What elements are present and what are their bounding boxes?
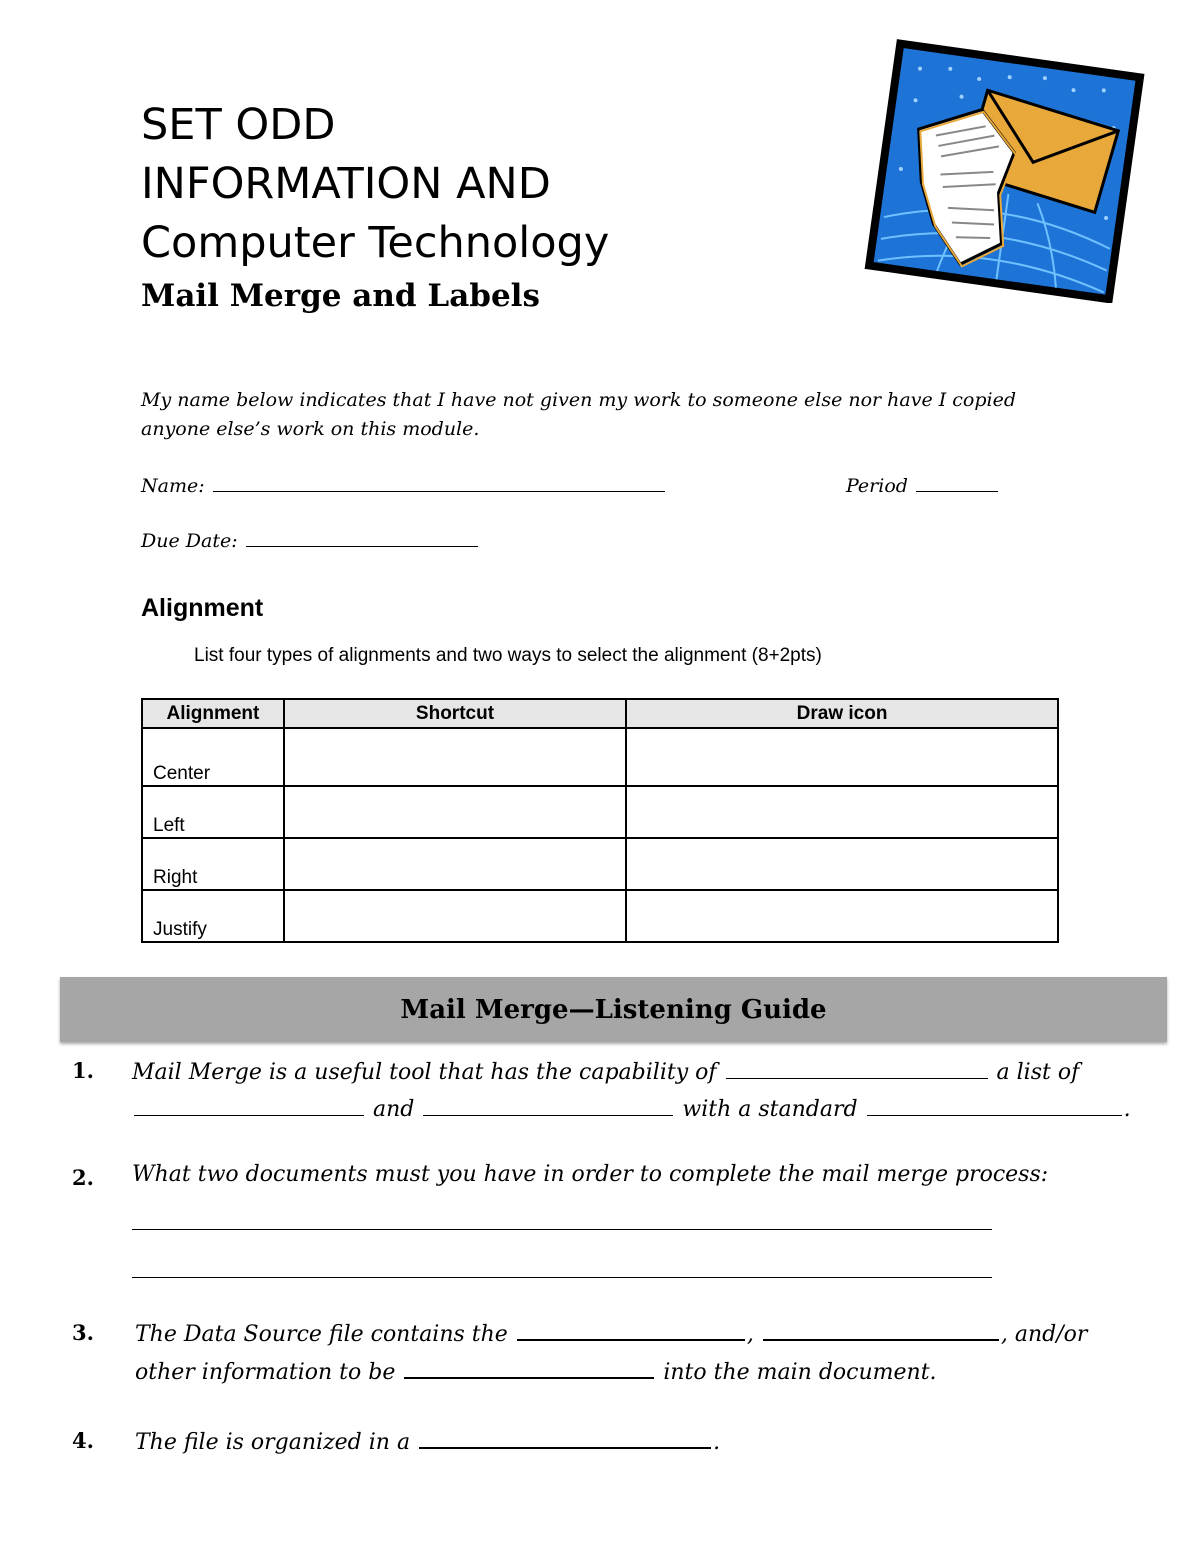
icon-cell-left[interactable] bbox=[626, 786, 1058, 838]
shortcut-cell-right[interactable] bbox=[284, 838, 626, 890]
shortcut-cell-left[interactable] bbox=[284, 786, 626, 838]
shortcut-cell-justify[interactable] bbox=[284, 890, 626, 942]
question-2-answer-line-1[interactable] bbox=[132, 1229, 992, 1230]
due-date-blank[interactable] bbox=[246, 524, 478, 547]
table-header-row bbox=[142, 699, 1058, 728]
due-date-label: Due Date: bbox=[141, 530, 238, 552]
question-number-2: 2. bbox=[72, 1165, 94, 1190]
question-1-line-2 bbox=[132, 1093, 1131, 1122]
listening-guide-banner bbox=[60, 977, 1167, 1042]
alignment-heading: Alignment bbox=[141, 594, 264, 622]
question-1-blank-3[interactable] bbox=[423, 1093, 673, 1116]
alignment-table bbox=[141, 698, 1059, 943]
icon-cell-justify[interactable] bbox=[626, 890, 1058, 942]
table-row bbox=[142, 786, 1058, 838]
question-4-text-b: . bbox=[713, 1430, 721, 1455]
table-row bbox=[142, 890, 1058, 942]
question-4-blank[interactable] bbox=[419, 1425, 711, 1449]
column-header-draw-icon: Draw icon bbox=[626, 699, 1058, 728]
question-number-1: 1. bbox=[72, 1058, 94, 1083]
question-number-3: 3. bbox=[72, 1320, 94, 1345]
row-label-justify: Justify bbox=[142, 890, 284, 942]
alignment-instruction: List four types of alignments and two ways to select the alignment (8+2pts) bbox=[194, 645, 822, 666]
due-date-field[interactable] bbox=[141, 524, 480, 552]
title-line-3: Computer Technology bbox=[141, 218, 610, 268]
question-4-line bbox=[135, 1425, 720, 1455]
question-1-text-e: . bbox=[1123, 1097, 1131, 1122]
table-row bbox=[142, 728, 1058, 786]
question-1-text-c: and bbox=[373, 1097, 415, 1122]
period-field[interactable] bbox=[846, 469, 1000, 497]
question-2-answer-line-2[interactable] bbox=[132, 1277, 992, 1278]
question-3-blank-3[interactable] bbox=[404, 1355, 654, 1379]
question-3-text-e: into the main document. bbox=[663, 1360, 937, 1385]
question-3-text-b: , bbox=[746, 1322, 754, 1347]
name-field[interactable] bbox=[141, 469, 667, 497]
banner-title: Mail Merge—Listening Guide bbox=[400, 994, 827, 1025]
shortcut-cell-center[interactable] bbox=[284, 728, 626, 786]
question-2-text: What two documents must you have in order to complete the mail merge process: bbox=[132, 1162, 1049, 1187]
question-3-blank-1[interactable] bbox=[517, 1317, 745, 1341]
question-3-blank-2[interactable] bbox=[763, 1317, 999, 1341]
question-3-text-c: , and/or bbox=[1000, 1322, 1088, 1347]
question-1-blank-4[interactable] bbox=[867, 1093, 1122, 1116]
question-3-line-2 bbox=[135, 1355, 937, 1385]
icon-cell-center[interactable] bbox=[626, 728, 1058, 786]
question-1-blank-2[interactable] bbox=[134, 1093, 364, 1116]
row-label-center: Center bbox=[142, 728, 284, 786]
question-1-blank-1[interactable] bbox=[726, 1056, 988, 1079]
question-1-text-d: with a standard bbox=[682, 1097, 858, 1122]
question-3-line-1 bbox=[135, 1317, 1087, 1347]
envelope-letter-icon bbox=[862, 33, 1147, 307]
question-1-text-a: Mail Merge is a useful tool that has the capability of bbox=[132, 1060, 717, 1085]
page-subtitle: Mail Merge and Labels bbox=[141, 278, 540, 314]
table-row bbox=[142, 838, 1058, 890]
icon-cell-right[interactable] bbox=[626, 838, 1058, 890]
name-label: Name: bbox=[141, 475, 205, 497]
title-line-1: SET ODD bbox=[141, 100, 336, 150]
name-blank[interactable] bbox=[213, 469, 665, 492]
period-blank[interactable] bbox=[916, 469, 998, 492]
row-label-left: Left bbox=[142, 786, 284, 838]
period-label: Period bbox=[846, 475, 908, 497]
question-3-text-d: other information to be bbox=[135, 1360, 396, 1385]
title-line-2: INFORMATION AND bbox=[141, 159, 551, 209]
question-3-text-a: The Data Source file contains the bbox=[135, 1322, 508, 1347]
question-1-line-1 bbox=[132, 1056, 1079, 1085]
column-header-shortcut: Shortcut bbox=[284, 699, 626, 728]
question-4-text-a: The file is organized in a bbox=[135, 1430, 411, 1455]
question-number-4: 4. bbox=[72, 1428, 94, 1453]
question-1-text-b: a list of bbox=[996, 1060, 1080, 1085]
row-label-right: Right bbox=[142, 838, 284, 890]
column-header-alignment: Alignment bbox=[142, 699, 284, 728]
honesty-statement: My name below indicates that I have not given my work to someone else nor have I copied anyone else’s work on this module. bbox=[141, 389, 1017, 440]
